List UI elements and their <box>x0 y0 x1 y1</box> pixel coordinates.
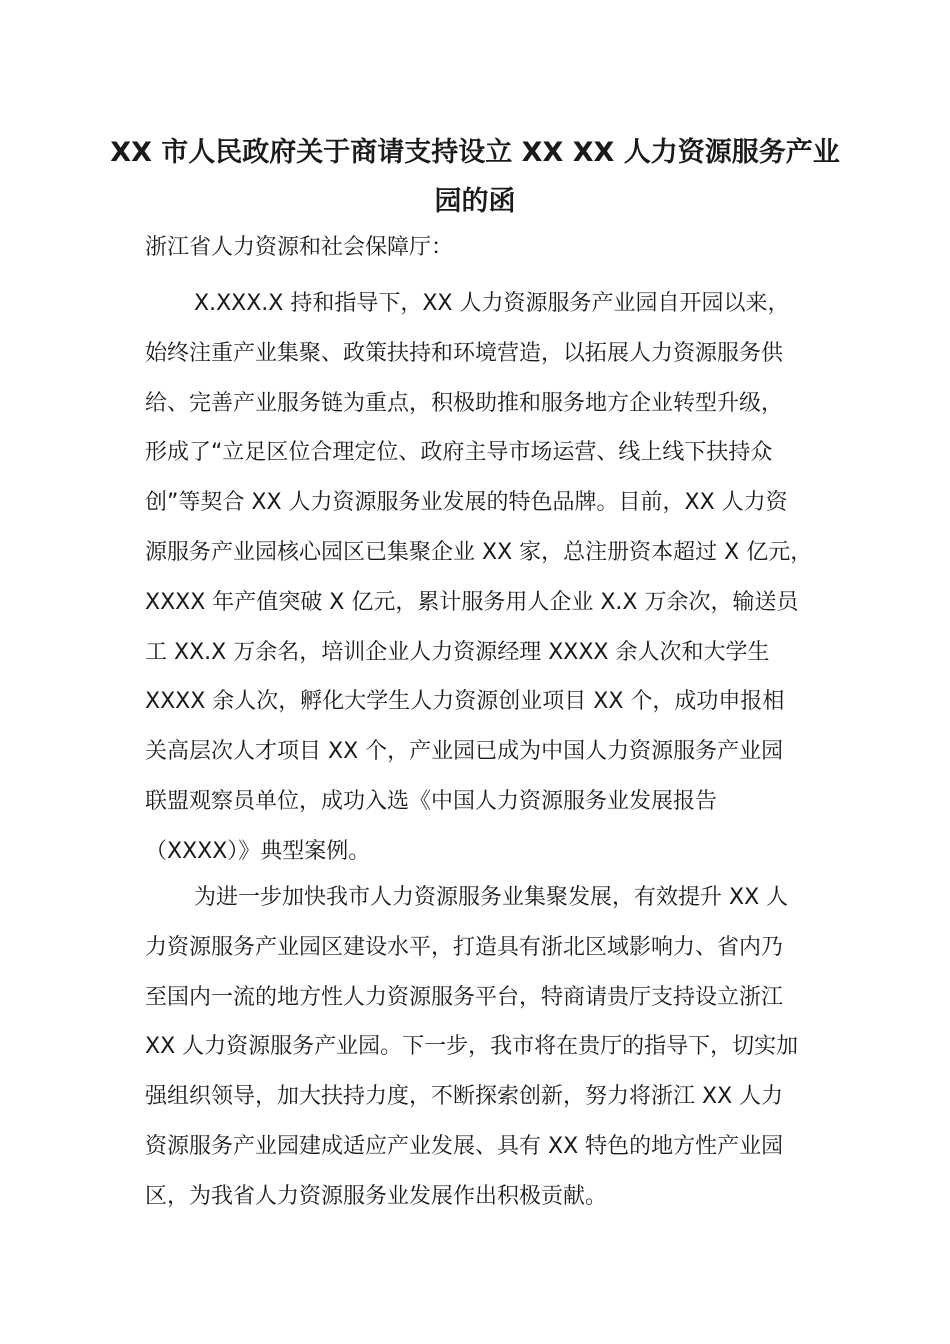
body-paragraph <box>145 873 810 1222</box>
title-line: XX 市人民政府关于商请支持设立 XX XX 人力资源服务产业 <box>110 137 840 168</box>
paragraph-line: 至国内一流的地方性人力资源服务平台，特商请贵厅支持设立浙江 <box>145 984 784 1010</box>
paragraph-line: 资源服务产业园建成适应产业发展、具有 XX 特色的地方性产业园 <box>145 1133 784 1159</box>
paragraph-line: 联盟观察员单位，成功入选《中国人力资源服务业发展报告 <box>145 788 718 814</box>
paragraph-line: XXXX 年产值突破 X 亿元，累计服务用人企业 X.X 万余次，输送员 <box>145 589 799 615</box>
paragraph-line: 给、完善产业服务链为重点，积极助推和服务地方企业转型升级， <box>145 390 784 416</box>
paragraph-line: 始终注重产业集聚、政策扶持和环境营造，以拓展人力资源服务供 <box>145 340 784 366</box>
paragraph-line: （XXXX）》典型案例。 <box>145 838 371 864</box>
paragraph-line: 力资源服务产业园区建设水平，打造具有浙北区域影响力、省内乃 <box>145 934 784 960</box>
body-paragraph <box>145 279 813 877</box>
paragraph-line: 形成了“立足区位合理定位、政府主导市场运营、线上线下扶持众 <box>145 440 773 466</box>
document-title <box>110 128 840 226</box>
paragraph-line: XX 人力资源服务产业园。下一步，我市将在贵厅的指导下，切实加 <box>145 1034 799 1060</box>
paragraph-line: 创”等契合 XX 人力资源服务业发展的特色品牌。目前，XX 人力资 <box>145 490 788 516</box>
paragraph-line: XXXX 余人次，孵化大学生人力资源创业项目 XX 个，成功申报相 <box>145 689 785 715</box>
paragraph-line: X.XXX.X 持和指导下，XX 人力资源服务产业园自开园以来， <box>194 291 790 316</box>
salutation: 浙江省人力资源和社会保障厅： <box>145 235 454 260</box>
paragraph-line: 区，为我省人力资源服务业发展作出积极贡献。 <box>145 1183 608 1209</box>
paragraph-line: 强组织领导，加大扶持力度，不断探索创新，努力将浙江 XX 人力 <box>145 1084 784 1110</box>
title-line: 园的函 <box>434 186 516 217</box>
paragraph-line: 源服务产业园核心园区已集聚企业 XX 家，总注册资本超过 X 亿元， <box>145 539 813 565</box>
paragraph-line: 关高层次人才项目 XX 个，产业园已成为中国人力资源服务产业园 <box>145 739 784 765</box>
paragraph-line: 工 XX.X 万余名，培训企业人力资源经理 XXXX 余人次和大学生 <box>145 639 770 665</box>
paragraph-line: 为进一步加快我市人力资源服务业集聚发展，有效提升 XX 人 <box>194 885 789 910</box>
